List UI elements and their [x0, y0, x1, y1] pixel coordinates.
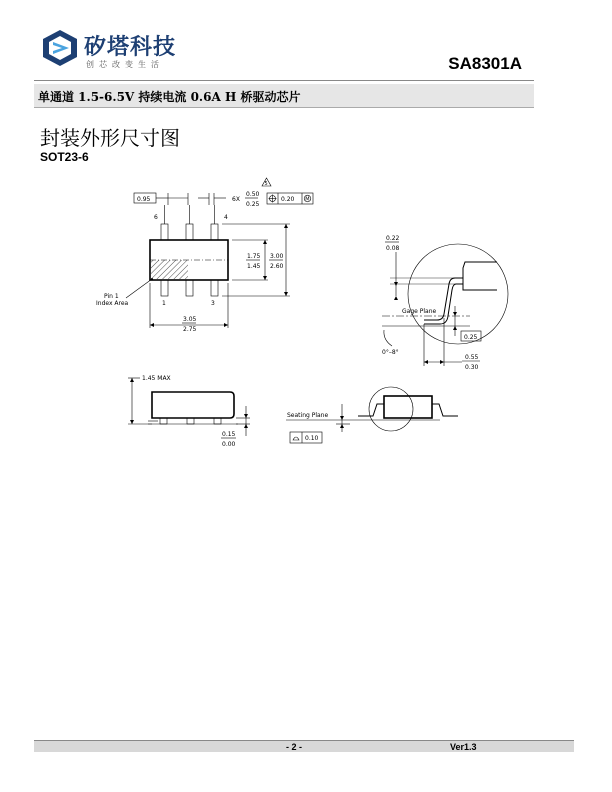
package-body-side — [152, 392, 234, 418]
pin6-label: 6 — [154, 214, 158, 221]
standoff-min: 0.00 — [222, 441, 236, 448]
body-length-min: 2.75 — [183, 326, 197, 333]
body-width-max: 1.75 — [247, 253, 261, 260]
package-name: SOT23-6 — [40, 150, 89, 164]
index-label-line1: Pin 1 — [104, 293, 119, 300]
lead-bottom-1 — [161, 280, 168, 296]
body-width-min: 1.45 — [247, 263, 261, 270]
lead-width-min: 0.25 — [246, 201, 260, 208]
pin3-label: 3 — [211, 300, 215, 307]
seating-plane-label: Seating Plane — [287, 412, 329, 419]
page-number: - 2 - — [286, 742, 303, 752]
angle-value: 0°–8° — [382, 349, 399, 356]
overall-width-max: 3.00 — [270, 253, 284, 260]
flatness-symbol-icon — [293, 437, 299, 440]
gage-height-value: 0.25 — [464, 334, 478, 341]
package-body-seating — [384, 396, 432, 418]
mmc-letter: M — [305, 196, 310, 203]
detail-circle — [408, 244, 508, 344]
footer-bar — [34, 740, 574, 752]
lead-top-5 — [186, 224, 193, 240]
lead-count: 6X — [232, 196, 240, 203]
gage-plane-label: Gage Plane — [402, 308, 437, 315]
foot-length-min: 0.30 — [465, 364, 479, 371]
section-title: 封装外形尺寸图 — [40, 126, 180, 150]
pitch-value: 0.95 — [137, 196, 151, 203]
lead-detail-view — [382, 235, 508, 371]
lead-thickness-max: 0.22 — [386, 235, 400, 242]
lead-bottom-2 — [186, 280, 193, 296]
index-label-line2: Index Area — [96, 300, 129, 307]
height-max: 1.45 MAX — [142, 375, 171, 382]
foot-length-max: 0.55 — [465, 354, 479, 361]
seating-view — [286, 387, 458, 443]
position-tolerance-value: 0.20 — [281, 196, 295, 203]
body-length-max: 3.05 — [183, 316, 197, 323]
pin1-label: 1 — [162, 300, 166, 307]
note-flag-number: 5 — [264, 181, 268, 187]
document-version: Ver1.3 — [450, 742, 477, 752]
flatness-value: 0.10 — [305, 435, 319, 442]
lead-top-6 — [161, 224, 168, 240]
lead-width-max: 0.50 — [246, 191, 260, 198]
overall-width-min: 2.60 — [270, 263, 284, 270]
lead-thickness-min: 0.08 — [386, 245, 400, 252]
part-number: SA8301A — [448, 54, 522, 73]
banner-text: 单通道 1.5-6.5V 持续电流 0.6A H 桥驱动芯片 — [38, 90, 301, 104]
pin1-index-area — [151, 260, 188, 279]
side-view — [128, 375, 250, 448]
standoff-max: 0.15 — [222, 431, 236, 438]
lead-top-4 — [211, 224, 218, 240]
brand-name: 矽塔科技 — [84, 35, 177, 60]
pin4-label: 4 — [224, 214, 228, 221]
top-view — [96, 178, 313, 333]
lead-bottom-3 — [211, 280, 218, 296]
brand-slogan: 创芯改变生活 — [86, 60, 164, 69]
